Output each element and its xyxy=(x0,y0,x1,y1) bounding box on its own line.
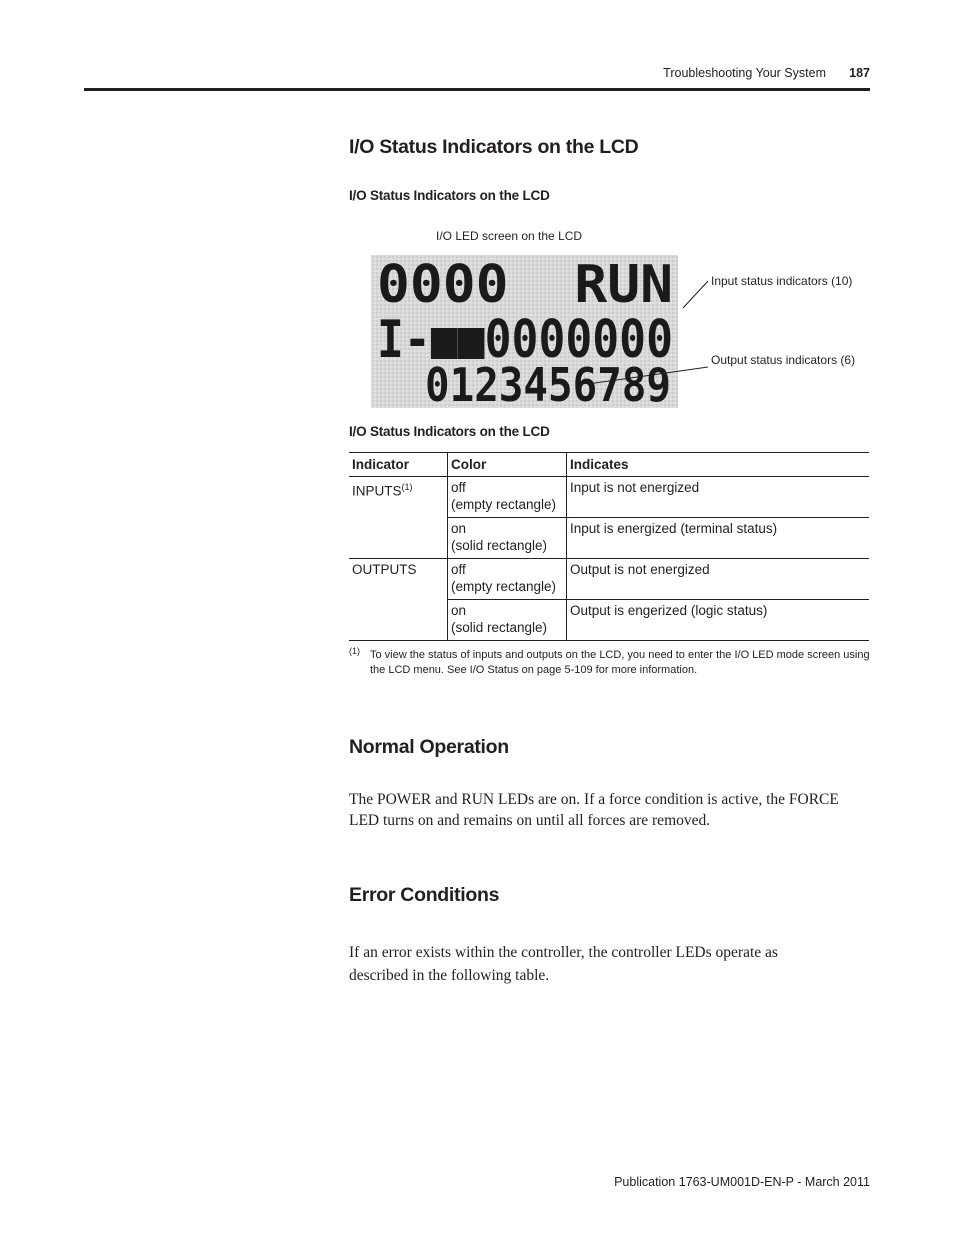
callout-leader-lines xyxy=(600,280,712,390)
output-leader-line xyxy=(588,367,708,384)
running-header-title: Troubleshooting Your System xyxy=(663,66,826,80)
lcd-row-2: I-■■0000000 xyxy=(377,310,673,370)
publication-footer: Publication 1763-UM001D-EN-P - March 2011 xyxy=(614,1175,870,1189)
table-row xyxy=(349,559,869,600)
cell-indicator xyxy=(349,518,448,559)
figure-top-label: I/O LED screen on the LCD xyxy=(436,229,583,243)
callout-output-status: Output status indicators (6) xyxy=(711,353,856,367)
cell-color: on (solid rectangle) xyxy=(448,518,567,559)
table-row xyxy=(349,518,869,559)
section-heading-error-conditions: Error Conditions xyxy=(349,884,500,906)
figure-caption: I/O Status Indicators on the LCD xyxy=(349,188,550,203)
cell-color: on (solid rectangle) xyxy=(448,600,567,641)
table-row xyxy=(349,600,869,641)
footnote-text: To view the status of inputs and outputs on the LCD, you need to enter the I/O LED mode screen using the LCD menu. See I/O Status on page 5-109 for more information. xyxy=(370,649,870,676)
cell-color: off (empty rectangle) xyxy=(448,477,567,518)
cell-indicates: Output is engerized (logic status) xyxy=(567,600,870,641)
cell-indicator: OUTPUTS xyxy=(352,562,417,577)
section-heading-normal-operation: Normal Operation xyxy=(349,736,509,758)
callout-input-status: Input status indicators (10) xyxy=(711,274,853,288)
footnote-ref: (1) xyxy=(401,482,413,492)
cell-indicates: Input is energized (terminal status) xyxy=(567,518,870,559)
lcd-row-3: 0123456789 xyxy=(425,358,671,412)
input-leader-line xyxy=(683,281,708,308)
normal-operation-body: The POWER and RUN LEDs are on. If a force condition is active, the FORCE LED turns on and remains on until all forces are removed. xyxy=(349,791,839,829)
io-status-table xyxy=(349,452,869,641)
page-number: 187 xyxy=(849,66,870,80)
col-header-indicates: Indicates xyxy=(567,453,870,477)
error-conditions-body: If an error exists within the controller, the controller LEDs operate as described in the following table. xyxy=(349,944,778,984)
cell-indicates: Output is not energized xyxy=(567,559,870,600)
table-caption: I/O Status Indicators on the LCD xyxy=(349,424,550,439)
cell-indicator: INPUTS$^{(1)}$ xyxy=(352,482,413,499)
lcd-row-1: 0000 RUN xyxy=(377,255,673,315)
col-header-color: Color xyxy=(448,453,567,477)
cell-indicates: Input is not energized xyxy=(567,477,870,518)
section-heading-io-status: I/O Status Indicators on the LCD xyxy=(349,136,639,158)
header-rule xyxy=(84,88,870,91)
table-row xyxy=(349,477,869,518)
footnote-mark: (1) xyxy=(349,646,360,656)
cell-indicator xyxy=(349,600,448,641)
col-header-indicator: Indicator xyxy=(349,453,448,477)
cell-color: off (empty rectangle) xyxy=(448,559,567,600)
